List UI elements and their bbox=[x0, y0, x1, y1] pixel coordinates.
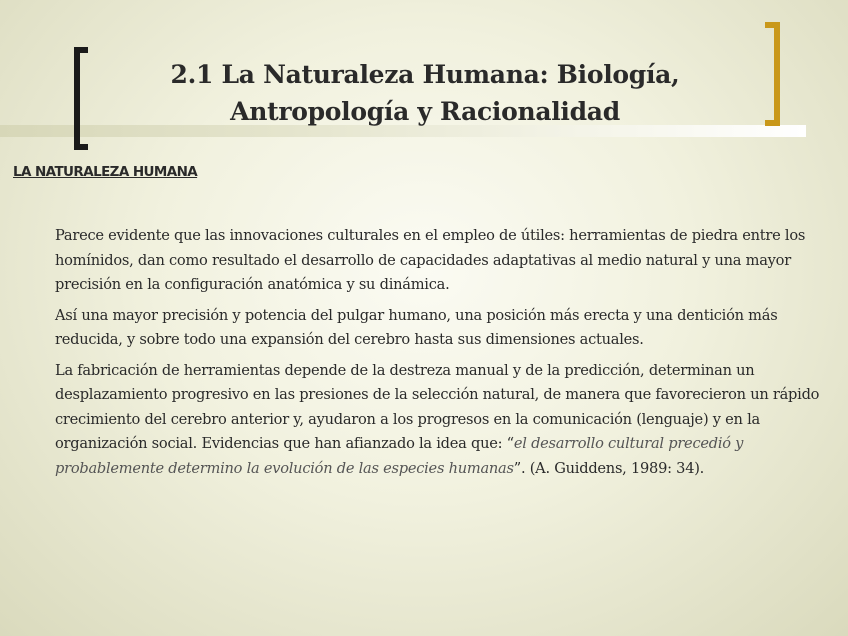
paragraph-2: Así una mayor precisión y potencia del pulgar humano, una posición más erecta y una dentición más reducida, y sobre todo una expansión del cerebro hasta sus dimensiones actuales. bbox=[55, 306, 778, 348]
paragraph-3-text: La fabricación de herramientas depende de la destreza manual y de la predicción, determinan un desplazamiento progresivo en las presiones de la selección natural, de manera que favorecieron un rápido crecimiento del cerebro anterior y, ayudaron a los progresos en la comunicación (lenguaje) y en la organización social. bbox=[55, 361, 820, 452]
paragraph-3 bbox=[55, 359, 835, 482]
paragraph-4-lead: Evidencias que han afianzado la idea que: “ bbox=[201, 435, 514, 452]
slide-title-line1: 2.1 La Naturaleza Humana: Biología, bbox=[170, 60, 680, 89]
section-heading: LA NATURALEZA HUMANA bbox=[13, 164, 198, 180]
guiddens-quote: el desarrollo cultural precedió y probablemente determino la evolución de las especies humanas bbox=[55, 435, 744, 477]
paragraph-1: Parece evidente que las innovaciones culturales en el empleo de útiles: herramientas de piedra entre los homínidos, dan como resultado el desarrollo de capacidades adaptativas al medio natural y una mayor precisión en la configuración anatómica y su dinámica. bbox=[55, 227, 806, 293]
slide-body bbox=[55, 224, 835, 487]
paragraph-4-citation: ”. (A. Guiddens, 1989: 34). bbox=[513, 459, 705, 477]
slide-title-line2: Antropología y Racionalidad bbox=[230, 97, 620, 126]
right-bracket-decoration bbox=[765, 22, 780, 126]
left-bracket-decoration bbox=[74, 47, 88, 150]
slide-title bbox=[95, 56, 755, 130]
